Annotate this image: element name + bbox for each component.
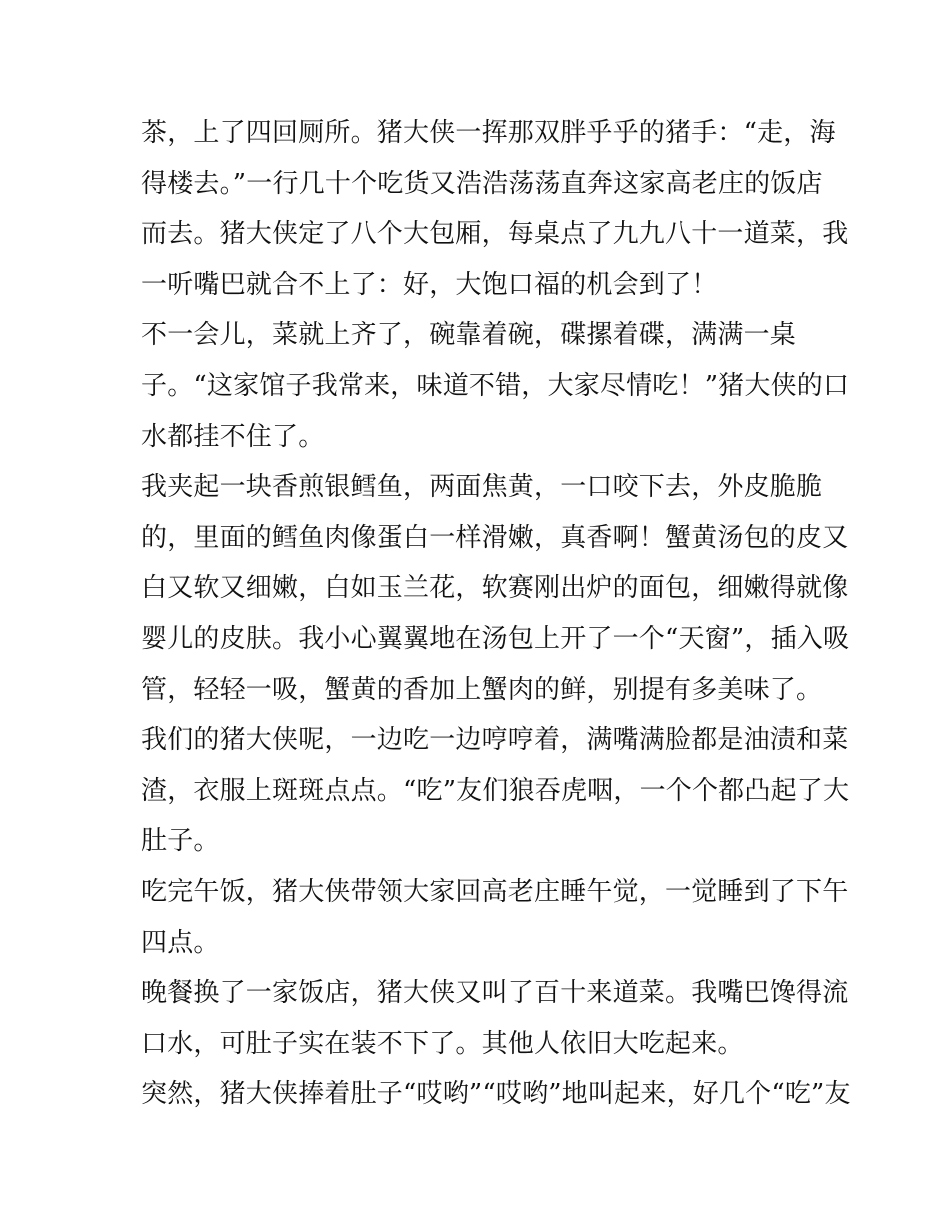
text-line: 不一会儿，菜就上齐了，碗靠着碗，碟摞着碟，满满一桌: [141, 320, 797, 351]
text-line: 而去。猪大侠定了八个大包厢，每桌点了九九八十一道菜，我: [141, 219, 849, 250]
text-line: 水都挂不住了。: [141, 421, 325, 452]
text-line: 四点。: [141, 927, 220, 958]
text-line: 我夹起一块香煎银鳕鱼，两面焦黄，一口咬下去，外皮脆脆: [141, 472, 823, 503]
text-line: 口水，可肚子实在装不下了。其他人依旧大吃起来。: [141, 1028, 744, 1059]
text-line: 婴儿的皮肤。我小心翼翼地在汤包上开了一个“天窗”，插入吸: [141, 623, 850, 654]
text-line: 突然，猪大侠捧着肚子“哎哟”“哎哟”地叫起来，好几个“吃”友: [141, 1079, 851, 1110]
text-line: 晚餐换了一家饭店，猪大侠又叫了百十来道菜。我嘴巴馋得流: [141, 978, 849, 1009]
text-line: 得楼去。”一行几十个吃货又浩浩荡荡直奔这家高老庄的饭店: [141, 168, 823, 199]
text-line: 我们的猪大侠呢，一边吃一边哼哼着，满嘴满脸都是油渍和菜: [141, 725, 849, 756]
text-line: 子。“这家馆子我常来，味道不错，大家尽情吃！”猪大侠的口: [141, 370, 850, 401]
text-line: 茶，上了四回厕所。猪大侠一挥那双胖乎乎的猪手：“走，海: [141, 118, 836, 148]
text-line: 吃完午饭，猪大侠带领大家回高老庄睡午觉，一觉睡到了下午: [141, 876, 849, 907]
text-line: 白又软又细嫩，白如玉兰花，软赛刚出炉的面包，细嫩得就像: [141, 573, 849, 604]
text-line: 的，里面的鳕鱼肉像蛋白一样滑嫩，真香啊！蟹黄汤包的皮又: [141, 522, 849, 553]
body-text: [141, 108, 851, 1120]
text-line: 管，轻轻一吸，蟹黄的香加上蟹肉的鲜，别提有多美味了。: [141, 674, 823, 705]
text-line: 渣，衣服上斑斑点点。“吃”友们狼吞虎咽，一个个都凸起了大: [141, 775, 850, 806]
text-line: 一听嘴巴就合不上了：好，大饱口福的机会到了！: [141, 269, 718, 300]
text-line: 肚子。: [141, 826, 220, 857]
